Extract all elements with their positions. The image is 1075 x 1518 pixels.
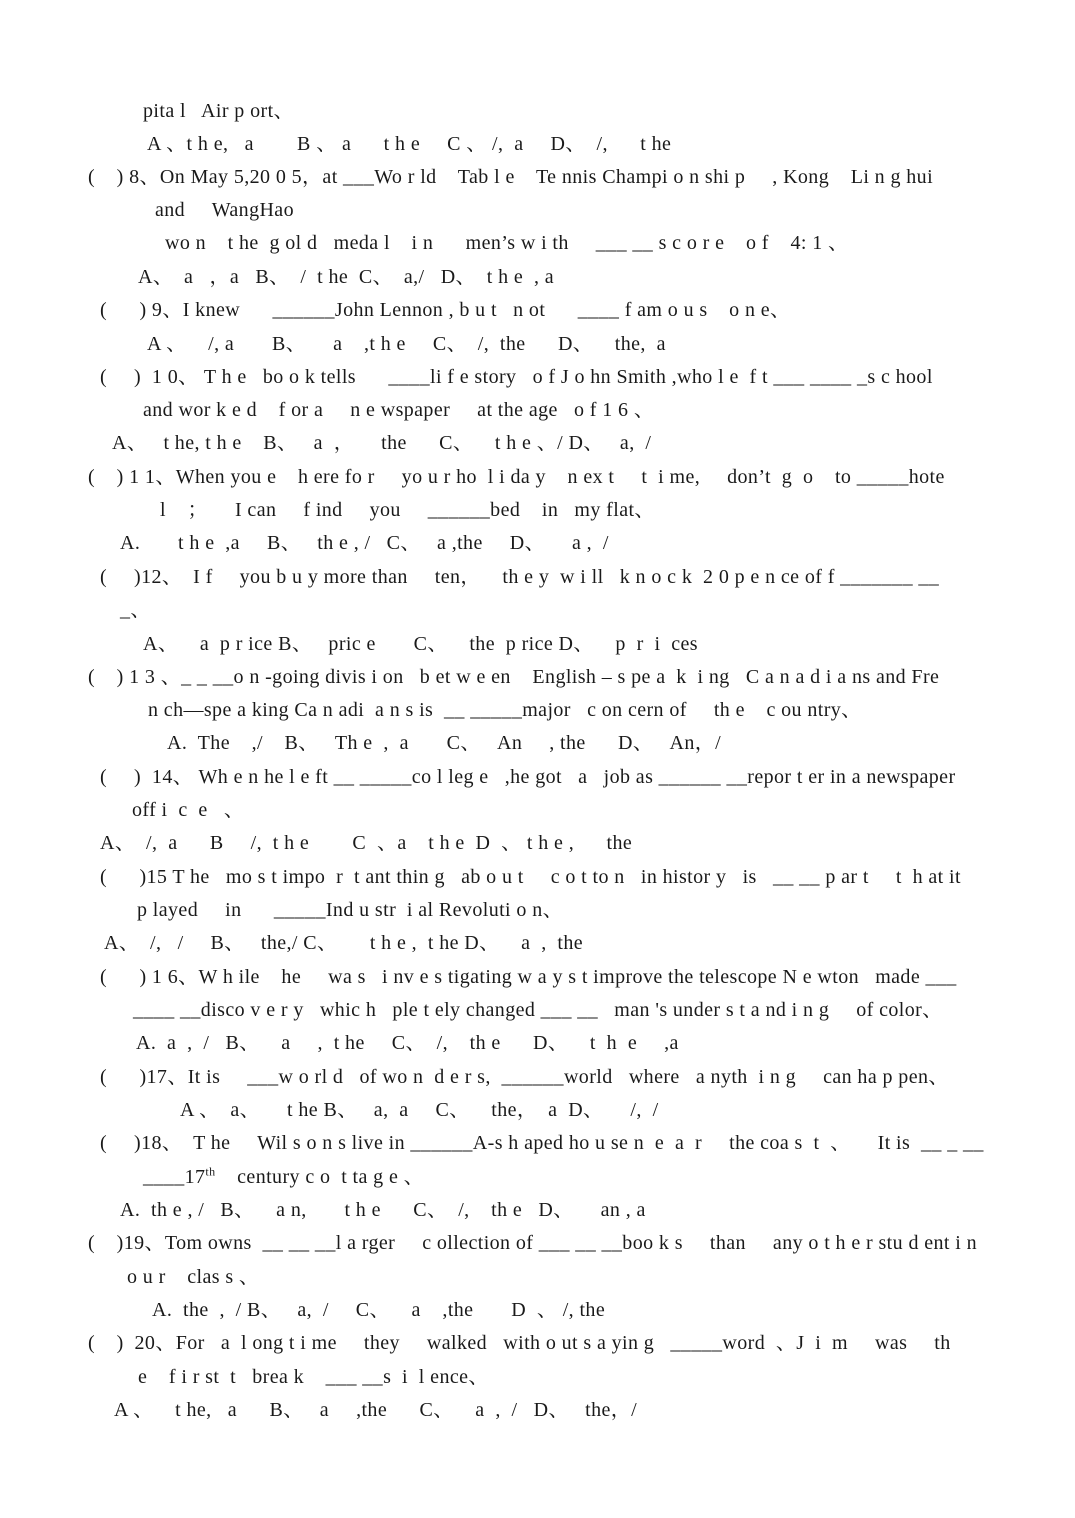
superscript: th xyxy=(205,1164,216,1179)
question-15: ( )15 T he mo s t impo r t ant thin g ab o u t c o t to n in histor y is __ __ p ar t t h at it xyxy=(100,866,961,888)
text-line: l ； I can f ind you ______bed in my flat、 xyxy=(160,499,655,521)
question-13: ( ) 1 3 、_ _ __o n -going divis i on b et w e en English – s pe a k i ng C a n a d i a ns and Fre xyxy=(88,666,940,688)
options-line: A、 a p r ice B、 pric e C、 the p rice D、 p r i ces xyxy=(143,633,698,655)
options-line: A 、 /, a B、 a ,t h e C、 /, the D、 the, a xyxy=(147,333,666,355)
text-line: e f i r st t brea k ___ __s i l ence、 xyxy=(138,1366,489,1388)
text-line: and WangHao xyxy=(155,199,294,221)
options-line: A. the , / B、 a, / C、 a ,the D 、 /, the xyxy=(152,1299,606,1321)
text-line: wo n t he g ol d meda l i n men’s w i th ___ __ s c o r e o f 4: 1 、 xyxy=(165,232,849,254)
question-20: ( ) 20、For a l ong t i me they walked with o ut s a yin g _____word 、J i m was th xyxy=(88,1332,951,1354)
question-14: ( ) 14、 Wh e n he l e ft __ _____co l leg e ,he got a job as ______ __repor t er in a newspaper xyxy=(100,766,956,788)
options-line: A 、 a、 t he B、 a, a C、 the， a D、 /, / xyxy=(180,1099,659,1121)
question-16: ( ) 1 6、W h ile he wa s i nv e s tigating w a y s t improve the telescope N e wton made ___ xyxy=(100,966,957,988)
text-line: ____17th century c o t ta g e 、 xyxy=(143,1164,425,1188)
text-line: off i c e 、 xyxy=(132,799,245,821)
question-19: ( )19、Tom owns __ __ __l a rger c ollection of ___ __ __boo k s than any o t h e r stu d ent i n xyxy=(88,1232,978,1254)
text-line: _、 xyxy=(120,599,151,621)
text-line: A 、t h e, a B 、 a t h e C 、 /, a D、 /, t he xyxy=(147,133,672,155)
text-line: n ch—spe a king Ca n adi a n s is __ _____major c on cern of th e c ou ntry、 xyxy=(148,699,862,721)
question-10: ( ) 1 0、 T h e bo o k tells ____li f e story o f J o hn Smith ,who l e f t ___ ____ _s c hool xyxy=(100,366,933,388)
options-line: A 、 t he, a B、 a ,the C、 a , / D、 the，/ xyxy=(114,1399,638,1421)
options-line: A、 /, / B、 the,/ C、 t h e , t he D、 a , the xyxy=(104,932,584,954)
options-line: A. The ,/ B、 Th e , a C、 An , the D、 An，/ xyxy=(167,732,722,754)
question-8: ( ) 8、On May 5,20 0 5，at ___Wo r ld Tab l e Te nnis Champi o n shi p , Kong Li n g hui xyxy=(88,166,934,188)
text-line: o u r clas s 、 xyxy=(127,1266,260,1288)
options-line: A. t h e ,a B、 th e , / C、 a ,the D、 a , / xyxy=(120,532,609,554)
text-line: p layed in _____Ind u str i al Revoluti o n、 xyxy=(137,899,564,921)
question-17: ( )17、It is ___w o rl d of wo n d e r s, ______world where a nyth i n g can ha p pen、 xyxy=(100,1066,949,1088)
options-line: A. th e , / B、 a n, t h e C、 /, th e D、 an , a xyxy=(120,1199,646,1221)
options-line: A、 a ，a B、 / t he C、 a,/ D、 t h e , a xyxy=(138,266,555,288)
text-line: ____ __disco v e r y whic h ple t ely changed ___ __ man 's under s t a nd i n g of color、 xyxy=(133,999,943,1021)
text-line: pita l Air p ort、 xyxy=(143,100,294,122)
question-11: ( ) 1 1、When you e h ere fo r yo u r ho l i da y n ex t t i me, don’t g o to _____hote xyxy=(88,466,945,488)
options-line: A、 /, a B /, t h e C 、a t h e D 、 t h e , the xyxy=(100,832,633,854)
options-line: A. a , / B、 a , t he C、 /, th e D、 t h e ,a xyxy=(136,1032,679,1054)
question-9: ( ) 9、I knew ______John Lennon , b u t n ot ____ f am o u s o n e、 xyxy=(100,299,791,321)
options-line: A、 t he, t h e B、 a ， the C、 t h e 、/ D、 a, / xyxy=(112,432,652,454)
question-18: ( )18、 T he Wil s o n s live in ______A-s h aped ho u se n e a r the coa s t 、 It is __ _ __ xyxy=(100,1132,984,1154)
question-12: ( )12、 I f you b u y more than ten， th e y w i ll k n o c k 2 0 p e n ce of f _______ __ xyxy=(100,566,940,588)
text-line: and wor k e d f or a n e wspaper at the age o f 1 6 、 xyxy=(143,399,655,421)
